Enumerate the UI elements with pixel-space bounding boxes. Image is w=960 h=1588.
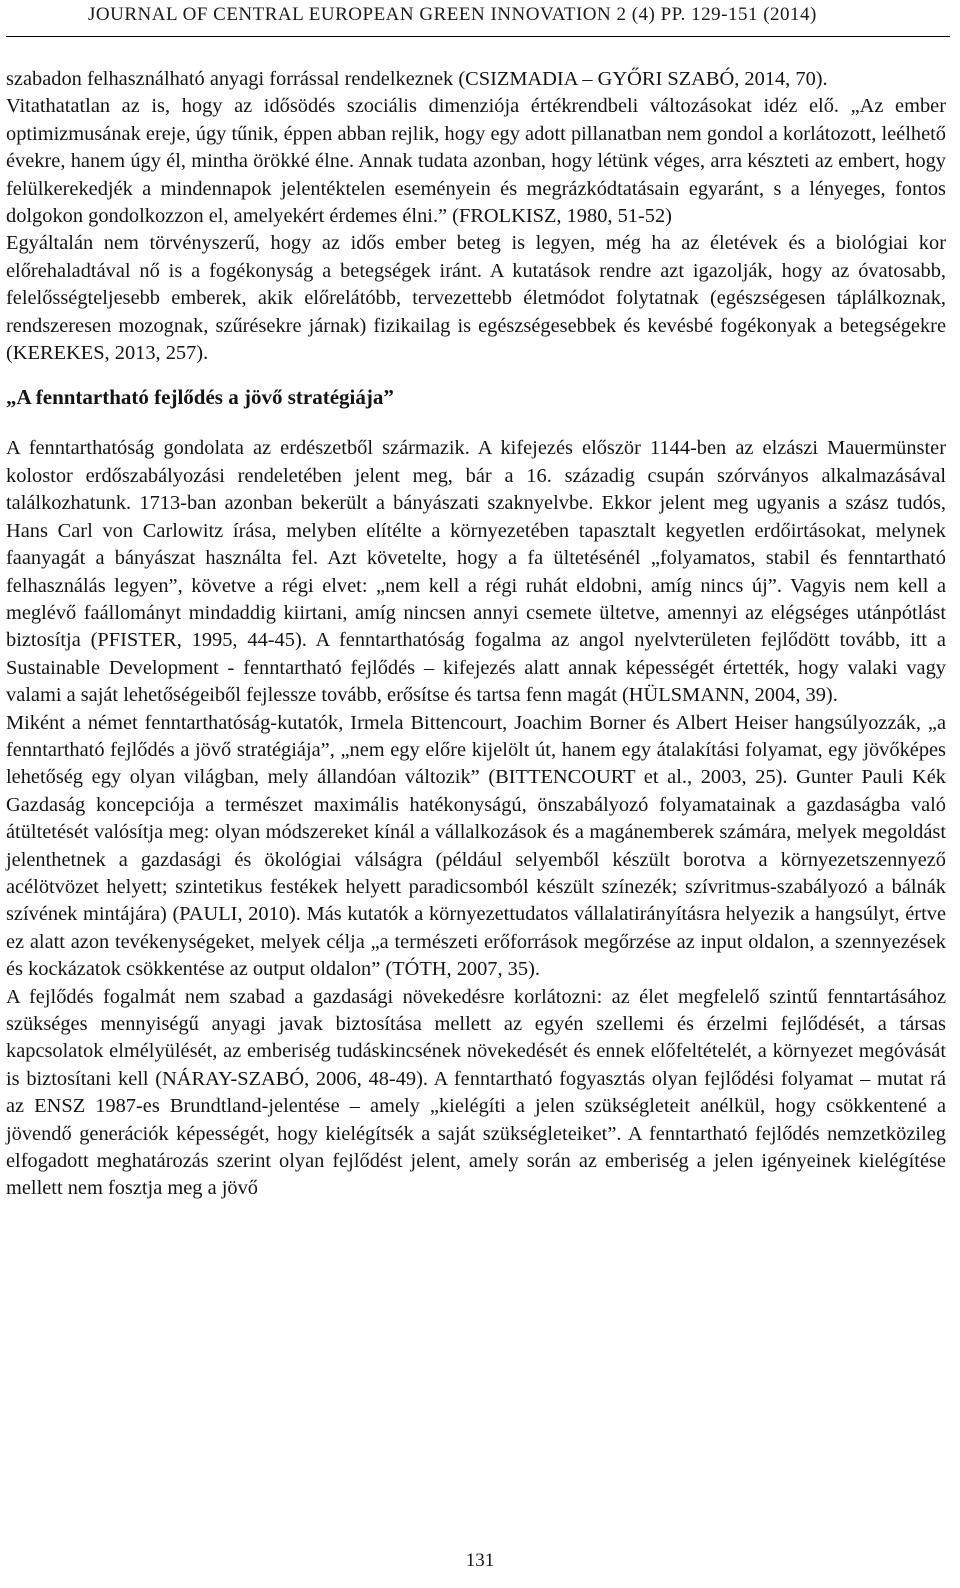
paragraph: Miként a német fenntarthatóság-kutatók, Irmela Bittencourt, Joachim Borner és Albert Heiser hangsúlyozzák, „a fenntartható fejlődés a jövő stratégiája”, „nem egy előre kijelölt út, hanem egy átalakítási folyamat, egy jövőképes lehetőség egy olyan világban, mely állandóan változik” (BITTENCOURT et al., 2003, 25). Gunter Pauli Kék Gazdaság koncepciója a természet maximális hatékonyságú, önszabályozó folyamatainak a gazdaságba való átültetését valósítja meg: olyan módszereket kínál a vállalkozások és a magánemberek számára, melyek megoldást jelenthetnek a gazdasági és ökológiai válságra (például selyemből készült borotva a környezetszennyező acélötvözet helyett; szintetikus festékek helyett paradicsomból készült színezék; szívritmus-szabályozó a bálnák szívének mintájára) (PAULI, 2010). Más kutatók a környezettudatos vállalatirányításra helyezik a hangsúlyt, értve ez alatt azon tevékenységeket, melyek célja „a természeti erőforrások megőrzése az input oldalon, a szennyezések és kockázatok csökkentése az output oldalon” (TÓTH, 2007, 35).: [6, 711, 946, 981]
paragraph: Egyáltalán nem törvényszerű, hogy az idős ember beteg is legyen, még ha az életévek és a biológiai kor előrehaladtával nő is a fogékonyság a betegségek iránt. A kutatások rendre azt igazolják, hogy az óvatosabb, felelősségteljesebb emberek, akik előrelátóbb, tervezettebb életmódot folytatnak (egészségesen táplálkoznak, rendszeresen mozognak, szűrésekre járnak) fizikailag is egészségesebbek és kevésbé fogékonyak a betegségekre (KEREKES, 2013, 257).: [6, 232, 946, 365]
running-header: [0, 0, 960, 36]
section-heading: „A fenntartható fejlődés a jövő stratégiája”: [6, 385, 394, 410]
paragraph: A fenntarthatóság gondolata az erdészetből származik. A kifejezés először 1144-ben az elzászi Mauermünster kolostor erdőszabályozási rendeletében jelent meg, bár a 16. századig csupán szórványos alkalmazásával találkozhatunk. 1713-ban azonban bekerült a bányászati szaknyelvbe. Ekkor jelent meg ugyanis a szász tudós, Hans Carl von Carlowitz írása, melyben elítélte a környezetében tapasztalt kegyetlen erdőirtásokat, melynek faanyagát a bányászat használta fel. Azt követelte, hogy a fa ültetésénél „folyamatos, stabil és fenntartható felhasználás legyen”, követve a régi elvet: „nem kell a régi ruhát eldobni, amíg nincs új”. Vagyis nem kell a meglévő faállományt mindaddig kiirtani, amíg nincsen annyi csemete ültetve, amennyi az elégséges utánpótlást biztosítja (PFISTER, 1995, 44-45). A fenntarthatóság fogalma az angol nyelvterületen fejlődött tovább, itt a Sustainable Development - fenntartható fejlődés – kifejezés alatt annak képességét értették, hogy valaki vagy valami a saját lehetőségeiből fejlessze tovább, erősítse és tartsa fenn magát (HÜLSMANN, 2004, 39).: [6, 437, 946, 707]
paragraph: Vitathatatlan az is, hogy az idősödés szociális dimenziója értékrendbeli változásokat idéz elő. „Az ember optimizmusának ereje, úgy tűnik, éppen abban rejlik, hogy egy adott pillanatban nem gondol a korlátozott, leélhető évekre, hanem úgy él, mintha örökké élne. Annak tudata azonban, hogy létünk véges, arra készteti az embert, hogy felülkerekedjék a mindennapok jelentéktelen eseményein és megrázkódtatásain egyaránt, s a lényeges, fontos dolgokon gondolkozzon el, amelyekért érdemes élni.” (FROLKISZ, 1980, 51-52): [6, 95, 946, 228]
article-body: [6, 66, 946, 1203]
header-divider: [6, 36, 950, 37]
paragraph: szabadon felhasználható anyagi forrással rendelkeznek (CSIZMADIA – GYŐRI SZABÓ, 2014, 70).: [6, 68, 828, 90]
journal-title: JOURNAL OF CENTRAL EUROPEAN GREEN INNOVATION 2 (4) PP. 129-151 (2014): [88, 4, 817, 25]
page-number: 131: [465, 1550, 495, 1571]
paragraph: A fejlődés fogalmát nem szabad a gazdasági növekedésre korlátozni: az élet megfelelő szintű fenntartásához szükséges mennyiségű anyagi javak biztosítása mellett az egyén szellemi és érzelmi fejlődését, a társas kapcsolatok elmélyülését, az emberiség tudáskincsének növekedését és ennek előfeltételét, a környezet megóvását is biztosítani kell (NÁRAY-SZABÓ, 2006, 48-49). A fenntartható fogyasztás olyan fejlődési folyamat – mutat rá az ENSZ 1987-es Brundtland-jelentése – amely „kielégíti a jelen szükségleteit anélkül, hogy csökkentené a jövendő generációk képességét, hogy kielégítsék a saját szükségleteiket”. A fenntartható fejlődés nemzetközileg elfogadott meghatározás szerint olyan fejlődést jelent, amely során az emberiség a jelen igényeinek kielégítése mellett nem fosztja meg a jövő: [6, 985, 946, 1200]
